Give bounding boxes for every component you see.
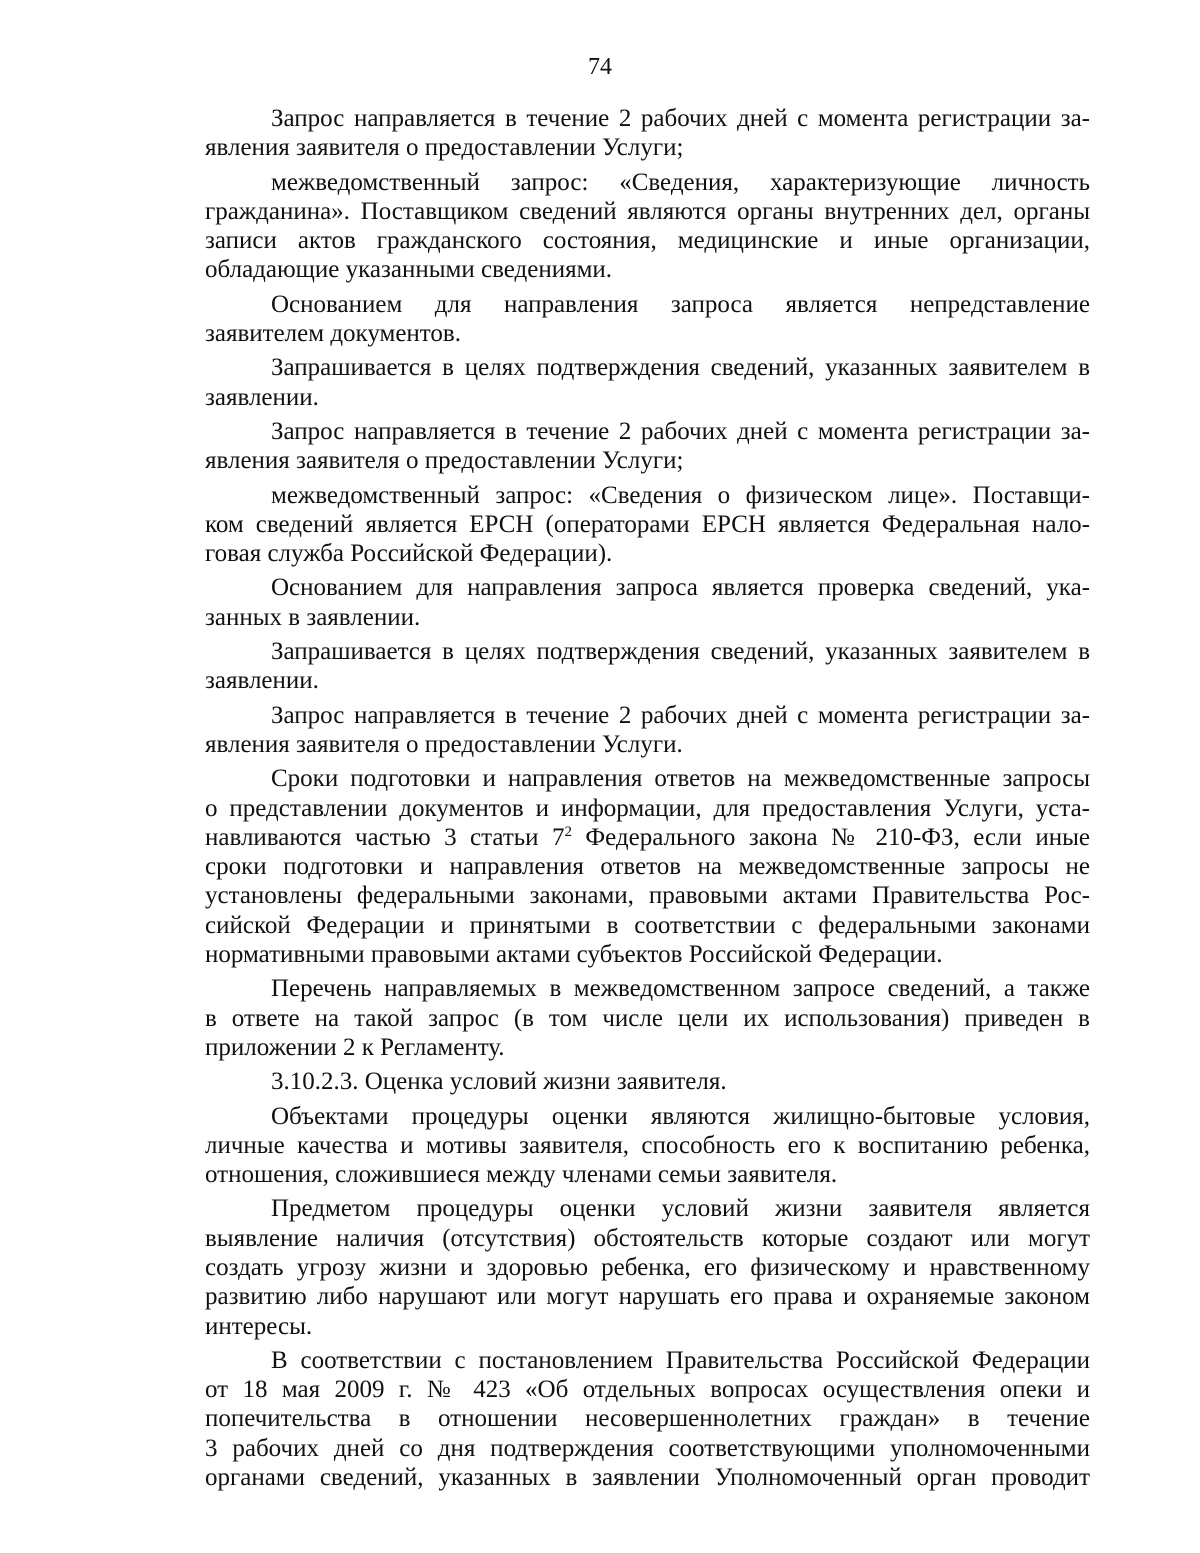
paragraph [205, 481, 1090, 569]
text-line: создать угрозу жизни и здоровью ребенка, его физическому и нравственному [205, 1253, 1090, 1281]
paragraph [205, 104, 1090, 163]
paragraph [205, 701, 1090, 760]
paragraph [205, 417, 1090, 476]
paragraph [205, 353, 1090, 412]
text-line: 3 рабочих дней со дня подтверждения соответствующими уполномоченными [205, 1434, 1090, 1462]
text-line: нормативными правовыми актами субъектов Российской Федерации. [205, 941, 943, 969]
text-line: выявление наличия (отсутствия) обстоятельств которые создают или могут [205, 1224, 1090, 1252]
superscript: 2 [564, 823, 572, 840]
text-line: В соответствии с постановлением Правительства Российской Федерации [271, 1346, 1090, 1374]
text-line: от 18 мая 2009 г. № 423 «Об отдельных вопросах осуществления опеки и [205, 1376, 1090, 1404]
text-line: Основанием для направления запроса является непредставление [271, 290, 1090, 318]
text-line: органами сведений, указанных в заявлении Уполномоченный орган проводит [205, 1464, 1090, 1492]
text-line: Сроки подготовки и направления ответов на межведомственные запросы [271, 765, 1090, 793]
text-line: интересы. [205, 1312, 313, 1340]
section-heading [205, 1067, 1090, 1096]
text-line: отношения, сложившиеся между членами семьи заявителя. [205, 1161, 838, 1189]
text-line: установлены федеральными законами, правовыми актами Правительства Рос- [205, 882, 1090, 910]
text-line: записи актов гражданского состояния, медицинские и иные организации, [205, 227, 1090, 255]
paragraph [205, 1102, 1090, 1190]
text-line: Запрос направляется в течение 2 рабочих дней с момента регистрации за- [271, 105, 1090, 132]
paragraph [205, 290, 1090, 349]
text-line-with-superscript [205, 823, 1090, 852]
text-line: заявителем документов. [205, 320, 461, 348]
paragraph [205, 974, 1090, 1062]
page-number: 74 [588, 54, 612, 80]
text-line: Основанием для направления запроса является проверка сведений, ука- [271, 574, 1090, 602]
text-line: говая служба Российской Федерации). [205, 540, 613, 568]
text-line: Предметом процедуры оценки условий жизни заявителя является [271, 1195, 1090, 1223]
text-line: Объектами процедуры оценки являются жилищно-бытовые условия, [271, 1102, 1090, 1130]
text-line: заявлении. [205, 383, 319, 411]
text-line: сийской Федерации и принятыми в соответствии с федеральными законами [205, 911, 1090, 939]
text-line: обладающие указанными сведениями. [205, 256, 613, 284]
text-line: личные качества и мотивы заявителя, способность его к воспитанию ребенка, [205, 1131, 1090, 1159]
paragraph [205, 764, 1090, 969]
text-fragment: навливаются частью 3 статьи 7 [205, 823, 565, 851]
text-line: о представлении документов и информации, для предоставления Услуги, уста- [205, 794, 1090, 822]
text-line: ком сведений является ЕРСН (операторами ЕРСН является Федеральная нало- [205, 510, 1090, 538]
text-line: Запрашивается в целях подтверждения сведений, указанных заявителем в [271, 354, 1090, 382]
text-line: попечительства в отношении несовершеннолетних граждан» в течение [205, 1405, 1090, 1433]
text-line: гражданина». Поставщиком сведений являются органы внутренних дел, органы [205, 197, 1090, 225]
text-line: приложении 2 к Регламенту. [205, 1033, 505, 1061]
text-line: сроки подготовки и направления ответов на межведомственные запросы не [205, 853, 1090, 881]
text-line: явления заявителя о предоставлении Услуги. [205, 730, 683, 758]
text-line: в ответе на такой запрос (в том числе цели их использования) приведен в [205, 1004, 1090, 1032]
text-line: заявлении. [205, 667, 319, 695]
text-line: занных в заявлении. [205, 603, 421, 631]
text-line: межведомственный запрос: «Сведения о физическом лице». Поставщи- [271, 481, 1090, 509]
text-line: Запрос направляется в течение 2 рабочих дней с момента регистрации за- [271, 701, 1090, 729]
text-fragment: Федерального закона № 210-ФЗ, если иные [571, 823, 1090, 851]
text-line: Запрашивается в целях подтверждения сведений, указанных заявителем в [271, 638, 1090, 666]
paragraph [205, 168, 1090, 285]
document-body [205, 104, 1090, 1492]
text-line: явления заявителя о предоставлении Услуги; [205, 447, 684, 475]
text-line: Запрос направляется в течение 2 рабочих дней с момента регистрации за- [271, 417, 1090, 445]
paragraph [205, 637, 1090, 696]
text-line: развитию либо нарушают или могут нарушать его права и охраняемые законом [205, 1283, 1090, 1311]
text-line: явления заявителя о предоставлении Услуги; [205, 134, 684, 162]
text-line: Перечень направляемых в межведомственном запросе сведений, а также [271, 975, 1090, 1003]
paragraph [205, 573, 1090, 632]
paragraph [205, 1346, 1090, 1492]
paragraph [205, 1194, 1090, 1340]
text-line: межведомственный запрос: «Сведения, характеризующие личность [271, 168, 1090, 196]
text-line: 3.10.2.3. Оценка условий жизни заявителя. [271, 1068, 727, 1096]
